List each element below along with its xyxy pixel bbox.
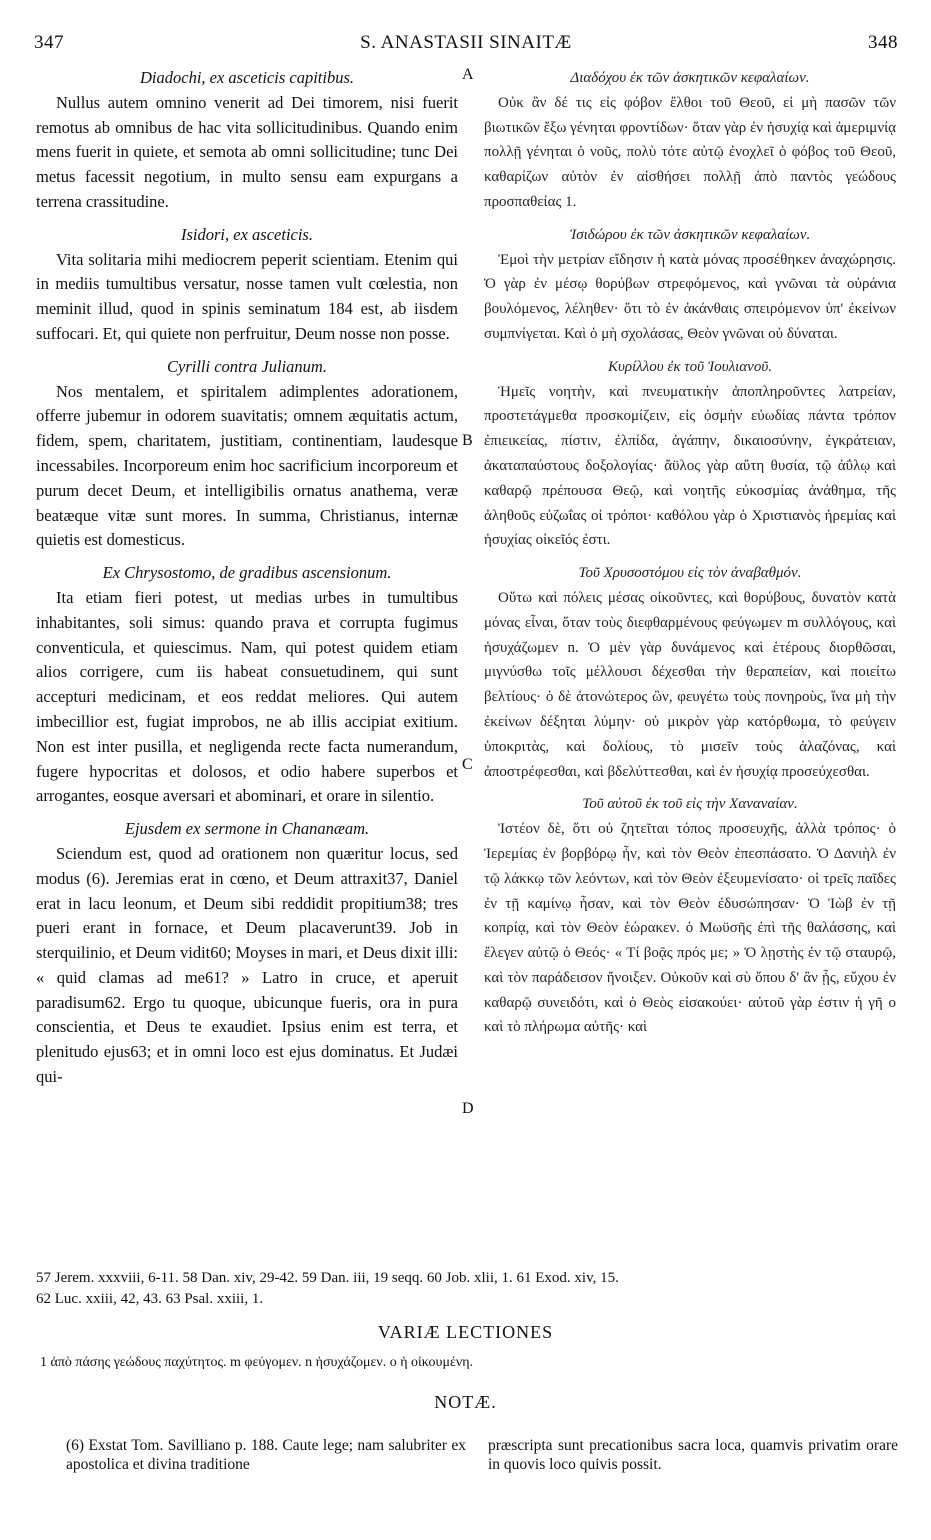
greek-heading: Κυρίλλου ἐκ τοῦ Ἰουλιανοῦ.: [608, 358, 772, 375]
margin-letter-b: B: [462, 432, 473, 449]
greek-heading: Ἰσιδώρου ἐκ τῶν ἀσκητικῶν κεφαλαίων.: [569, 226, 811, 243]
margin-letter-d: D: [462, 1100, 474, 1117]
scripture-footnotes: [36, 1268, 898, 1310]
margin-letter-a: A: [462, 66, 474, 83]
greek-paragraph: Οὐκ ἂν δέ τις εἰς φόβον ἔλθοι τοῦ Θεοῦ, εἰ μὴ πασῶν τῶν βιωτικῶν ἔξω γένηται φροντίδων· ὅταν γὰρ ἐν ἡσυχίᾳ καὶ ἀμεριμνίᾳ πολλῇ γένηται ὁ νοῦς, πολὺ τότε αὐτῷ ἐνοχλεῖ ὁ φόβος τοῦ Θεοῦ, καθαρίζων αὐτὸν ἐν αἰσθήσει πολλῇ ἀπὸ παντὸς γεώδους προσπαθείας 1.: [484, 94, 897, 210]
greek-heading: Τοῦ αὐτοῦ ἐκ τοῦ εἰς τὴν Χαναναίαν.: [582, 796, 798, 813]
greek-heading: Διαδόχου ἐκ τῶν ἀσκητικῶν κεφαλαίων.: [570, 70, 810, 86]
footnote-line: 57 Jerem. xxxviii, 6-11. 58 Dan. xiv, 29-42. 59 Dan. iii, 19 seqq. 60 Job. xlii, 1. 61 Exod. xiv, 15.: [36, 1270, 619, 1286]
latin-paragraph: Vita solitaria mihi mediocrem peperit scientiam. Etenim qui in mediis tumultibus versatur, nosse tamen vult cœlestia, non meminit illud, quod in spinis seminatum 184 est, ab iisdem suffocari. Et, qui quiete non perfruitur, Deum nosse non posse.: [36, 249, 458, 343]
latin-paragraph: Nullus autem omnino venerit ad Dei timorem, nisi fuerit remotus ab omnibus de hac vita sollicitudinibus. Quando enim mens fuerit in quiete, et semota ab omni sollicitudine; tunc Dei metus facessit negotium, in multo sensu eam expurgans a terrena crassitudine.: [36, 92, 458, 211]
greek-paragraph: Ἡμεῖς νοητὴν, καὶ πνευματικὴν ἀποπληροῦντες λατρείαν, προστετάγμεθα προσκομίζειν, εἰς ὀσμὴν εὐωδίας πάντα τρόπον ἐπιεικείας, πίστιν, ἐλπίδα, ἀγάπην, δικαιοσύνην, ἐγκράτειαν, ἀκαταπαύστους δοξολογίας· ἄϋλος γὰρ αὕτη θυσία, τῷ ἀΰλῳ καὶ καθαρῷ πρέπουσα Θεῷ, καὶ νοητῆς εὐκοσμίας ἀνάθημα, τῆς ἀληθοῦς εὐζωΐας οἱ τρόποι· καθόλου γὰρ ὁ Χριστιανὸς ἠρεμίας καὶ ἡσυχίας οἰκεῖός ἐστι.: [484, 383, 896, 549]
latin-heading: Cyrilli contra Julianum.: [167, 356, 327, 376]
greek-column: [484, 66, 896, 1048]
latin-heading: Isidori, ex asceticis.: [181, 224, 313, 244]
greek-paragraph: Ἰστέον δὲ, ὅτι οὐ ζητεῖται τόπος προσευχῆς, ἀλλὰ τρόπος· ὁ Ἱερεμίας ἐν βορβόρῳ ἦν, καὶ τὸν Θεὸν ἐπεσπάσατο. Ὁ Δανιὴλ ἐν τῷ λάκκῳ τῶν λεόντων, καὶ τὸν Θεὸν ἐξευμενίσατο· οἱ τρεῖς παῖδες ἐν τῇ καμίνῳ ἦσαν, καὶ τὸν Θεὸν ἐδυσώπησαν· Ὁ Ἰὼβ ἐν τῇ κοπρίᾳ, καὶ τὸν Θεὸν ἑώρακεν. ὁ Μωϋσῆς ἐπὶ τῆς θαλάσσης, καὶ ἔλεγεν αὐτῷ ὁ Θεός· « Τί βοᾷς πρός με; » Ὁ λῃστὴς ἐν τῷ σταυρῷ, καὶ τὸν παράδεισον ἤνοιξεν. Οὐκοῦν καὶ σὺ ὅπου δ' ἂν ᾖς, εὔχου ἐν καθαρῷ συνειδότι, καὶ ὁ Θεὸς εἰσακούει· αὐτοῦ γὰρ ἐστιν ἡ γῆ o καὶ τὸ πλήρωμα αὐτῆς· καὶ: [484, 821, 896, 1036]
note-left: (6) Exstat Tom. Savilliano p. 188. Caute lege; nam salubriter ex apostolica et divina traditione: [66, 1437, 466, 1473]
variae-lectiones-text: 1 ἀπὸ πάσης γεώδους παχύτητος. m φεύγομεν. n ἡσυχάζομεν. o ἡ οἰκουμένη.: [40, 1355, 474, 1370]
latin-heading: Ejusdem ex sermone in Chananæam.: [124, 819, 370, 839]
running-header: [34, 32, 898, 60]
latin-paragraph: Sciendum est, quod ad orationem non quæritur locus, sed modus (6). Jeremias erat in cœno, et Deum attraxit37, Daniel erat in lacu leonum, et Deum sibi reddidit propitium38; tres pueri erant in fornace, et Deum placaverunt39. Job in sterquilinio, et Deum vidit60; Moyses in mari, et Deus dixit illi: « quid clamas ad me61? » Latro in cruce, et aperuit paradisum62. Ergo tu quoque, ubicunque fueris, ora in pura conscientia, et Deus te exaudiet. Ipsius enim est terra, et plenitudo ejus63; et in omni loco est ejus dominatus. Et Judæi qui-: [36, 843, 458, 1087]
latin-column: [36, 66, 458, 1098]
footnote-line: 62 Luc. xxiii, 42, 43. 63 Psal. xxiii, 1.: [36, 1291, 264, 1307]
running-title: S. ANASTASII SINAITÆ: [360, 32, 572, 53]
latin-heading: Ex Chrysostomo, de gradibus ascensionum.: [102, 563, 392, 583]
greek-paragraph: Ἐμοὶ τὴν μετρίαν εἴδησιν ἡ κατὰ μόνας προσέθηκεν ἀναχώρησις. Ὁ γὰρ ἐν μέσῳ θορύβων στρεφόμενος, καὶ γνῶναι τὰ οὐράνια βουλόμενος, λέληθεν· ὅτι τὸ ἐν ἀκάνθαις σπειρόμενον ὑπ' ἐκείνων συμπνίγεται. Καὶ ὁ μὴ σχολάσας, Θεὸν γνῶναι οὐ δύναται.: [484, 251, 896, 342]
notae-title: NOTÆ.: [434, 1392, 497, 1412]
page-number-right: 348: [868, 32, 898, 53]
greek-heading: Τοῦ Χρυσοστόμου εἰς τὸν ἀναβαθμόν.: [578, 565, 802, 582]
latin-paragraph: Ita etiam fieri potest, ut medias urbes in tumultibus inhabitantes, soli simus: quando prava et corrupta fugimus conventicula, et quiescimus. Nam, qui potest quidem etiam alios corrigere, cum iis habeat consuetudinem, qui sunt accepturi medicinam, et eos reddat meliores. Qui autem imbecillior est, fugiat improbos, ne ab illis accipiat exitium. Non est inter pusilla, et negligenda recte facta numerandum, fugere hypocritas et dolosos, et odio habere superbos et arrogantes, eosque aversari et abominari, et orare in silentio.: [36, 587, 458, 806]
latin-paragraph: Nos mentalem, et spiritalem adimplentes adorationem, offerre jubemur in odorem suavitatis; omnem æquitatis actum, fidem, spem, charitatem, justitiam, continentiam, laudesque incessabiles. Incorporeum enim hoc sacrificium incorporeum et purum decet Deum, et intelligibilis ornatus anathema, veræ beatæque vitæ sunt mores. In summa, Christianus, internæ quietis est domesticus.: [36, 381, 458, 550]
page-number-left: 347: [34, 32, 64, 53]
margin-letter-c: C: [462, 756, 473, 773]
variae-lectiones-title: VARIÆ LECTIONES: [377, 1322, 554, 1342]
greek-paragraph: Οὕτω καὶ πόλεις μέσας οἰκοῦντες, καὶ θορύβους, δυνατὸν κατὰ μόνας εἶναι, ὅταν τοὺς διεφθαρμένους φεύγωμεν m συλλόγους, καὶ ἡσυχάζωμεν n. Ὁ μὲν γὰρ δυνάμενος καὶ ἑτέρους διορθῶσαι, μιγνύσθω τοῖς μέλλουσι δέχεσθαι τὴν θεραπείαν, καὶ ποιείτω βελτίους· ὁ δὲ ἀτονώτερος ὢν, φευγέτω τοὺς πονηροὺς, ἵνα μὴ τὴν ἐκείνων δέξηται λύμην· οὐ μικρὸν γὰρ κατόρθωμα, τὸ φεύγειν ὑποκριτὰς, καὶ δολίους, τὸ μισεῖν τοὺς ἀλαζόνας, καὶ ἀποστρέφεσθαι, καὶ βδελύττεσθαι, καὶ ἐν ἡσυχίᾳ προσεύχεσθαι.: [484, 589, 896, 780]
note-right: præscripta sunt precationibus sacra loca, quamvis privatim orare in quovis loco quivis possit.: [488, 1437, 898, 1473]
latin-heading: Diadochi, ex asceticis capitibus.: [140, 68, 354, 87]
